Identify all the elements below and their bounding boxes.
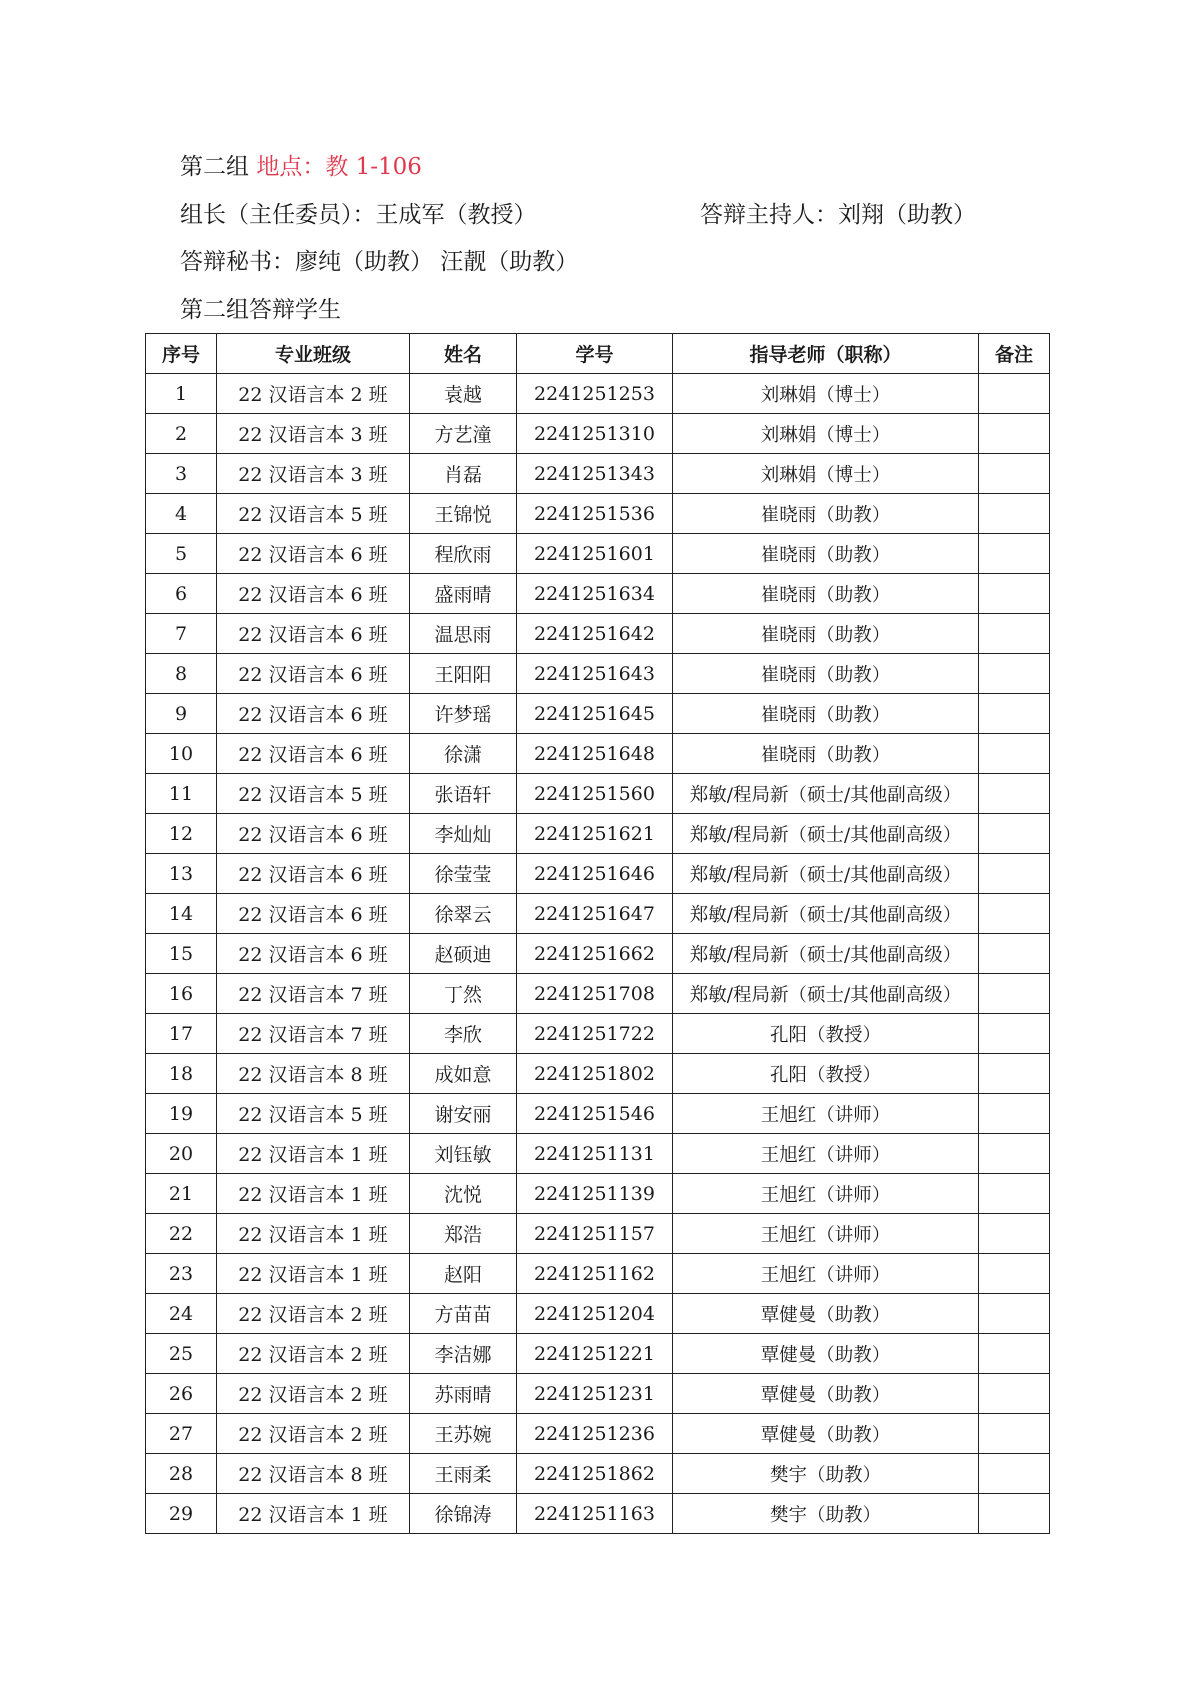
row-student-id: 2241251862 [517,1454,673,1494]
row-class: 22 汉语言本 2 班 [217,374,410,414]
row-student-id: 2241251643 [517,654,673,694]
row-class: 22 汉语言本 1 班 [217,1494,410,1534]
row-student-id: 2241251253 [517,374,673,414]
row-name: 袁越 [410,374,517,414]
row-index: 11 [146,774,217,814]
row-advisor: 覃健曼（助教） [673,1334,979,1374]
row-student-id: 2241251221 [517,1334,673,1374]
row-class: 22 汉语言本 5 班 [217,1094,410,1134]
row-advisor: 崔晓雨（助教） [673,654,979,694]
row-index: 19 [146,1094,217,1134]
row-index: 6 [146,574,217,614]
header-class: 专业班级 [217,334,410,374]
row-advisor: 覃健曼（助教） [673,1294,979,1334]
group-heading [180,152,422,182]
table-row [146,1134,1050,1174]
row-student-id: 2241251536 [517,494,673,534]
row-student-id: 2241251647 [517,894,673,934]
row-index: 28 [146,1454,217,1494]
table-row [146,1094,1050,1134]
row-remarks [979,1014,1050,1054]
row-class: 22 汉语言本 6 班 [217,854,410,894]
students-title: 第二组答辩学生 [180,297,341,323]
row-student-id: 2241251646 [517,854,673,894]
location: 地点：教 1-106 [256,154,422,180]
row-class: 22 汉语言本 7 班 [217,1014,410,1054]
row-remarks [979,894,1050,934]
row-class: 22 汉语言本 5 班 [217,774,410,814]
row-student-id: 2241251601 [517,534,673,574]
row-name: 李欣 [410,1014,517,1054]
row-remarks [979,1134,1050,1174]
row-class: 22 汉语言本 3 班 [217,414,410,454]
table-row [146,1454,1050,1494]
table-row [146,734,1050,774]
row-name: 王雨柔 [410,1454,517,1494]
table-row [146,1494,1050,1534]
row-remarks [979,694,1050,734]
row-student-id: 2241251708 [517,974,673,1014]
row-remarks [979,1054,1050,1094]
table-row [146,974,1050,1014]
row-remarks [979,1294,1050,1334]
table-row [146,534,1050,574]
row-remarks [979,1494,1050,1534]
row-class: 22 汉语言本 6 班 [217,934,410,974]
row-advisor: 樊宇（助教） [673,1494,979,1534]
row-class: 22 汉语言本 6 班 [217,734,410,774]
row-advisor: 王旭红（讲师） [673,1174,979,1214]
row-name: 肖磊 [410,454,517,494]
row-advisor: 郑敏/程局新（硕士/其他副高级） [673,774,979,814]
row-student-id: 2241251131 [517,1134,673,1174]
row-class: 22 汉语言本 6 班 [217,894,410,934]
row-name: 丁然 [410,974,517,1014]
row-remarks [979,1094,1050,1134]
row-advisor: 王旭红（讲师） [673,1254,979,1294]
row-name: 徐莹莹 [410,854,517,894]
row-advisor: 王旭红（讲师） [673,1094,979,1134]
row-remarks [979,454,1050,494]
table-row [146,574,1050,614]
row-student-id: 2241251139 [517,1174,673,1214]
row-class: 22 汉语言本 7 班 [217,974,410,1014]
row-class: 22 汉语言本 8 班 [217,1454,410,1494]
row-advisor: 王旭红（讲师） [673,1134,979,1174]
table-row [146,1374,1050,1414]
row-index: 4 [146,494,217,534]
table-row [146,1294,1050,1334]
row-index: 27 [146,1414,217,1454]
row-advisor: 刘琳娟（博士） [673,414,979,454]
row-advisor: 刘琳娟（博士） [673,374,979,414]
row-index: 25 [146,1334,217,1374]
row-advisor: 崔晓雨（助教） [673,694,979,734]
row-advisor: 崔晓雨（助教） [673,534,979,574]
row-name: 李灿灿 [410,814,517,854]
row-remarks [979,1214,1050,1254]
row-advisor: 王旭红（讲师） [673,1214,979,1254]
row-name: 成如意 [410,1054,517,1094]
row-name: 刘钰敏 [410,1134,517,1174]
row-class: 22 汉语言本 2 班 [217,1374,410,1414]
table-row [146,814,1050,854]
host: 答辩主持人：刘翔（助教） [700,202,976,228]
row-name: 方艺潼 [410,414,517,454]
row-advisor: 覃健曼（助教） [673,1414,979,1454]
row-remarks [979,1334,1050,1374]
table-row [146,1014,1050,1054]
row-advisor: 刘琳娟（博士） [673,454,979,494]
header-remarks: 备注 [979,334,1050,374]
table-row [146,374,1050,414]
row-name: 王苏婉 [410,1414,517,1454]
row-advisor: 郑敏/程局新（硕士/其他副高级） [673,814,979,854]
row-name: 张语轩 [410,774,517,814]
row-index: 23 [146,1254,217,1294]
row-index: 18 [146,1054,217,1094]
row-remarks [979,814,1050,854]
table-row [146,1414,1050,1454]
row-name: 李洁娜 [410,1334,517,1374]
row-remarks [979,534,1050,574]
table-row [146,854,1050,894]
table-row [146,1254,1050,1294]
row-name: 郑浩 [410,1214,517,1254]
row-remarks [979,1174,1050,1214]
row-remarks [979,1254,1050,1294]
row-name: 沈悦 [410,1174,517,1214]
row-class: 22 汉语言本 1 班 [217,1174,410,1214]
header-name: 姓名 [410,334,517,374]
row-name: 徐锦涛 [410,1494,517,1534]
row-student-id: 2241251231 [517,1374,673,1414]
row-class: 22 汉语言本 5 班 [217,494,410,534]
row-student-id: 2241251802 [517,1054,673,1094]
row-advisor: 崔晓雨（助教） [673,494,979,534]
row-name: 温思雨 [410,614,517,654]
row-name: 方苗苗 [410,1294,517,1334]
row-advisor: 崔晓雨（助教） [673,614,979,654]
row-remarks [979,734,1050,774]
table-row [146,774,1050,814]
row-remarks [979,494,1050,534]
row-remarks [979,854,1050,894]
row-index: 3 [146,454,217,494]
table-row [146,454,1050,494]
row-student-id: 2241251560 [517,774,673,814]
row-remarks [979,654,1050,694]
row-index: 10 [146,734,217,774]
table-row [146,654,1050,694]
row-student-id: 2241251648 [517,734,673,774]
table-row [146,414,1050,454]
row-advisor: 崔晓雨（助教） [673,734,979,774]
leader: 组长（主任委员）：王成军（教授） [180,202,537,228]
table-row [146,894,1050,934]
row-remarks [979,1454,1050,1494]
row-class: 22 汉语言本 6 班 [217,614,410,654]
row-name: 赵阳 [410,1254,517,1294]
row-class: 22 汉语言本 1 班 [217,1254,410,1294]
table-row [146,494,1050,534]
row-index: 22 [146,1214,217,1254]
row-index: 2 [146,414,217,454]
row-index: 24 [146,1294,217,1334]
row-class: 22 汉语言本 2 班 [217,1414,410,1454]
row-remarks [979,774,1050,814]
row-name: 盛雨晴 [410,574,517,614]
row-index: 15 [146,934,217,974]
row-index: 12 [146,814,217,854]
row-advisor: 孔阳（教授） [673,1014,979,1054]
row-name: 王锦悦 [410,494,517,534]
row-student-id: 2241251157 [517,1214,673,1254]
row-name: 徐翠云 [410,894,517,934]
row-name: 王阳阳 [410,654,517,694]
row-name: 谢安丽 [410,1094,517,1134]
row-index: 29 [146,1494,217,1534]
table-row [146,694,1050,734]
table-header-row [146,334,1050,374]
header-index: 序号 [146,334,217,374]
header-advisor: 指导老师（职称） [673,334,979,374]
row-name: 苏雨晴 [410,1374,517,1414]
row-remarks [979,414,1050,454]
row-remarks [979,374,1050,414]
row-index: 1 [146,374,217,414]
row-student-id: 2241251236 [517,1414,673,1454]
row-class: 22 汉语言本 3 班 [217,454,410,494]
row-student-id: 2241251310 [517,414,673,454]
row-advisor: 孔阳（教授） [673,1054,979,1094]
row-class: 22 汉语言本 1 班 [217,1134,410,1174]
row-remarks [979,1374,1050,1414]
row-class: 22 汉语言本 6 班 [217,574,410,614]
row-index: 21 [146,1174,217,1214]
row-advisor: 樊宇（助教） [673,1454,979,1494]
row-class: 22 汉语言本 6 班 [217,534,410,574]
row-index: 7 [146,614,217,654]
group-name: 第二组 [180,154,249,180]
row-index: 16 [146,974,217,1014]
row-student-id: 2241251343 [517,454,673,494]
row-advisor: 覃健曼（助教） [673,1374,979,1414]
row-index: 26 [146,1374,217,1414]
row-class: 22 汉语言本 6 班 [217,694,410,734]
row-student-id: 2241251722 [517,1014,673,1054]
row-index: 8 [146,654,217,694]
row-student-id: 2241251634 [517,574,673,614]
leader-line [180,200,1000,230]
row-class: 22 汉语言本 6 班 [217,814,410,854]
row-name: 许梦瑶 [410,694,517,734]
table-row [146,1334,1050,1374]
table-row [146,934,1050,974]
row-class: 22 汉语言本 8 班 [217,1054,410,1094]
row-index: 17 [146,1014,217,1054]
row-student-id: 2241251163 [517,1494,673,1534]
row-student-id: 2241251621 [517,814,673,854]
row-advisor: 郑敏/程局新（硕士/其他副高级） [673,934,979,974]
row-remarks [979,574,1050,614]
row-remarks [979,614,1050,654]
row-name: 程欣雨 [410,534,517,574]
row-index: 20 [146,1134,217,1174]
table-body [146,374,1050,1534]
row-class: 22 汉语言本 2 班 [217,1334,410,1374]
row-remarks [979,934,1050,974]
row-student-id: 2241251645 [517,694,673,734]
row-index: 13 [146,854,217,894]
row-student-id: 2241251546 [517,1094,673,1134]
row-index: 14 [146,894,217,934]
row-student-id: 2241251642 [517,614,673,654]
row-class: 22 汉语言本 1 班 [217,1214,410,1254]
row-index: 9 [146,694,217,734]
row-advisor: 郑敏/程局新（硕士/其他副高级） [673,894,979,934]
row-student-id: 2241251162 [517,1254,673,1294]
row-name: 徐潇 [410,734,517,774]
table-row [146,1214,1050,1254]
row-student-id: 2241251662 [517,934,673,974]
table-row [146,1054,1050,1094]
row-advisor: 崔晓雨（助教） [673,574,979,614]
row-index: 5 [146,534,217,574]
row-remarks [979,974,1050,1014]
row-advisor: 郑敏/程局新（硕士/其他副高级） [673,974,979,1014]
table-row [146,1174,1050,1214]
header-student-id: 学号 [517,334,673,374]
row-advisor: 郑敏/程局新（硕士/其他副高级） [673,854,979,894]
row-class: 22 汉语言本 2 班 [217,1294,410,1334]
row-name: 赵硕迪 [410,934,517,974]
table-row [146,614,1050,654]
row-student-id: 2241251204 [517,1294,673,1334]
row-remarks [979,1414,1050,1454]
row-class: 22 汉语言本 6 班 [217,654,410,694]
students-table [145,333,1050,1534]
secretary-line: 答辩秘书：廖纯（助教） 汪靓（助教） [180,249,579,275]
